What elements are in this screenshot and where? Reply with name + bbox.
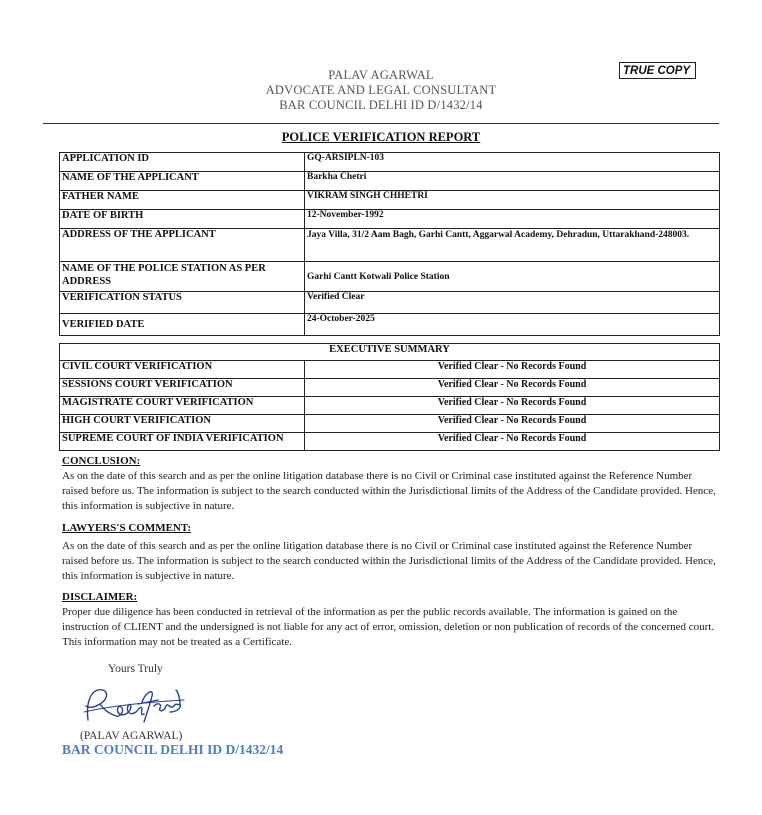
details-value: Barkha Chetri bbox=[305, 172, 720, 191]
details-label: FATHER NAME bbox=[60, 191, 305, 210]
details-value: 24-October-2025 bbox=[305, 314, 720, 336]
summary-value: Verified Clear - No Records Found bbox=[305, 361, 720, 379]
summary-value: Verified Clear - No Records Found bbox=[305, 397, 720, 415]
executive-summary-table bbox=[59, 343, 720, 451]
table-row bbox=[60, 361, 720, 379]
table-row bbox=[60, 379, 720, 397]
disclaimer-text: Proper due diligence has been conducted in retrieval of the information as per the public records available. The information is gained on the instruction of CLIENT and the undersigned is not liable for any act of error, omission, deletion or non publication of records of the concerned court. This information may not be treated as a Certificate. bbox=[62, 606, 715, 648]
summary-label: SESSIONS COURT VERIFICATION bbox=[60, 379, 305, 397]
details-label: ADDRESS OF THE APPLICANT bbox=[60, 229, 305, 262]
advocate-name: PALAV AGARWAL bbox=[328, 68, 434, 82]
table-row bbox=[60, 415, 720, 433]
signatory-bar-id: BAR COUNCIL DELHI ID D/1432/14 bbox=[62, 742, 284, 757]
signatory-name: (PALAV AGARWAL) bbox=[80, 730, 183, 742]
table-row bbox=[60, 153, 720, 172]
details-value: GQ-ARSIPLN-103 bbox=[305, 153, 720, 172]
lawyers-comment-text: As on the date of this search and as per the online litigation database there is no Civil or Criminal case instituted against the Reference Number raised before us. The information is subject to the search conducted within the Jurisdictional limits of the Address of the Candidate provided. Hence, this information is subjective in nature. bbox=[62, 540, 716, 582]
closing-text: Yours Truly bbox=[108, 663, 163, 675]
table-row bbox=[60, 210, 720, 229]
true-copy-stamp: TRUE COPY bbox=[619, 62, 696, 79]
summary-value: Verified Clear - No Records Found bbox=[305, 379, 720, 397]
table-row bbox=[60, 397, 720, 415]
summary-label: HIGH COURT VERIFICATION bbox=[60, 415, 305, 433]
advocate-bar-id: BAR COUNCIL DELHI ID D/1432/14 bbox=[279, 98, 483, 112]
details-value: Garhi Cantt Kotwali Police Station bbox=[305, 262, 720, 292]
details-label: APPLICATION ID bbox=[60, 153, 305, 172]
details-table bbox=[59, 152, 720, 336]
advocate-role: ADVOCATE AND LEGAL CONSULTANT bbox=[265, 83, 497, 97]
table-row bbox=[60, 314, 720, 336]
summary-title: EXECUTIVE SUMMARY bbox=[60, 344, 720, 361]
disclaimer-title: DISCLAIMER: bbox=[62, 591, 138, 603]
report-title: POLICE VERIFICATION REPORT bbox=[281, 130, 481, 144]
signature-image bbox=[80, 682, 190, 726]
details-value: 12-November-1992 bbox=[305, 210, 720, 229]
lawyers-comment-title: LAWYERS'S COMMENT: bbox=[62, 522, 192, 534]
header-divider bbox=[43, 123, 719, 124]
table-row bbox=[60, 172, 720, 191]
table-row bbox=[60, 292, 720, 314]
details-label: NAME OF THE POLICE STATION AS PER ADDRESS bbox=[60, 262, 305, 292]
table-row bbox=[60, 229, 720, 262]
summary-label: CIVIL COURT VERIFICATION bbox=[60, 361, 305, 379]
summary-value: Verified Clear - No Records Found bbox=[305, 433, 720, 451]
details-value: VIKRAM SINGH CHHETRI bbox=[305, 191, 720, 210]
conclusion-text: As on the date of this search and as per the online litigation database there is no Civil or Criminal case instituted against the Reference Number raised before us. The information is subject to the search conducted within the Jurisdictional limits of the Address of the Candidate provided. Hence, this information is subjective in nature. bbox=[62, 470, 716, 512]
conclusion-title: CONCLUSION: bbox=[62, 455, 141, 467]
details-value: Verified Clear bbox=[305, 292, 720, 314]
details-label: VERIFIED DATE bbox=[60, 314, 305, 336]
summary-label: SUPREME COURT OF INDIA VERIFICATION bbox=[60, 433, 305, 451]
details-label: VERIFICATION STATUS bbox=[60, 292, 305, 314]
table-row bbox=[60, 344, 720, 361]
table-row bbox=[60, 191, 720, 210]
summary-value: Verified Clear - No Records Found bbox=[305, 415, 720, 433]
details-label: NAME OF THE APPLICANT bbox=[60, 172, 305, 191]
details-value: Jaya Villa, 31/2 Aam Bagh, Garhi Cantt, Aggarwal Academy, Dehradun, Uttarakhand-248003. bbox=[305, 229, 720, 262]
table-row bbox=[60, 433, 720, 451]
details-label: DATE OF BIRTH bbox=[60, 210, 305, 229]
table-row bbox=[60, 262, 720, 292]
summary-label: MAGISTRATE COURT VERIFICATION bbox=[60, 397, 305, 415]
